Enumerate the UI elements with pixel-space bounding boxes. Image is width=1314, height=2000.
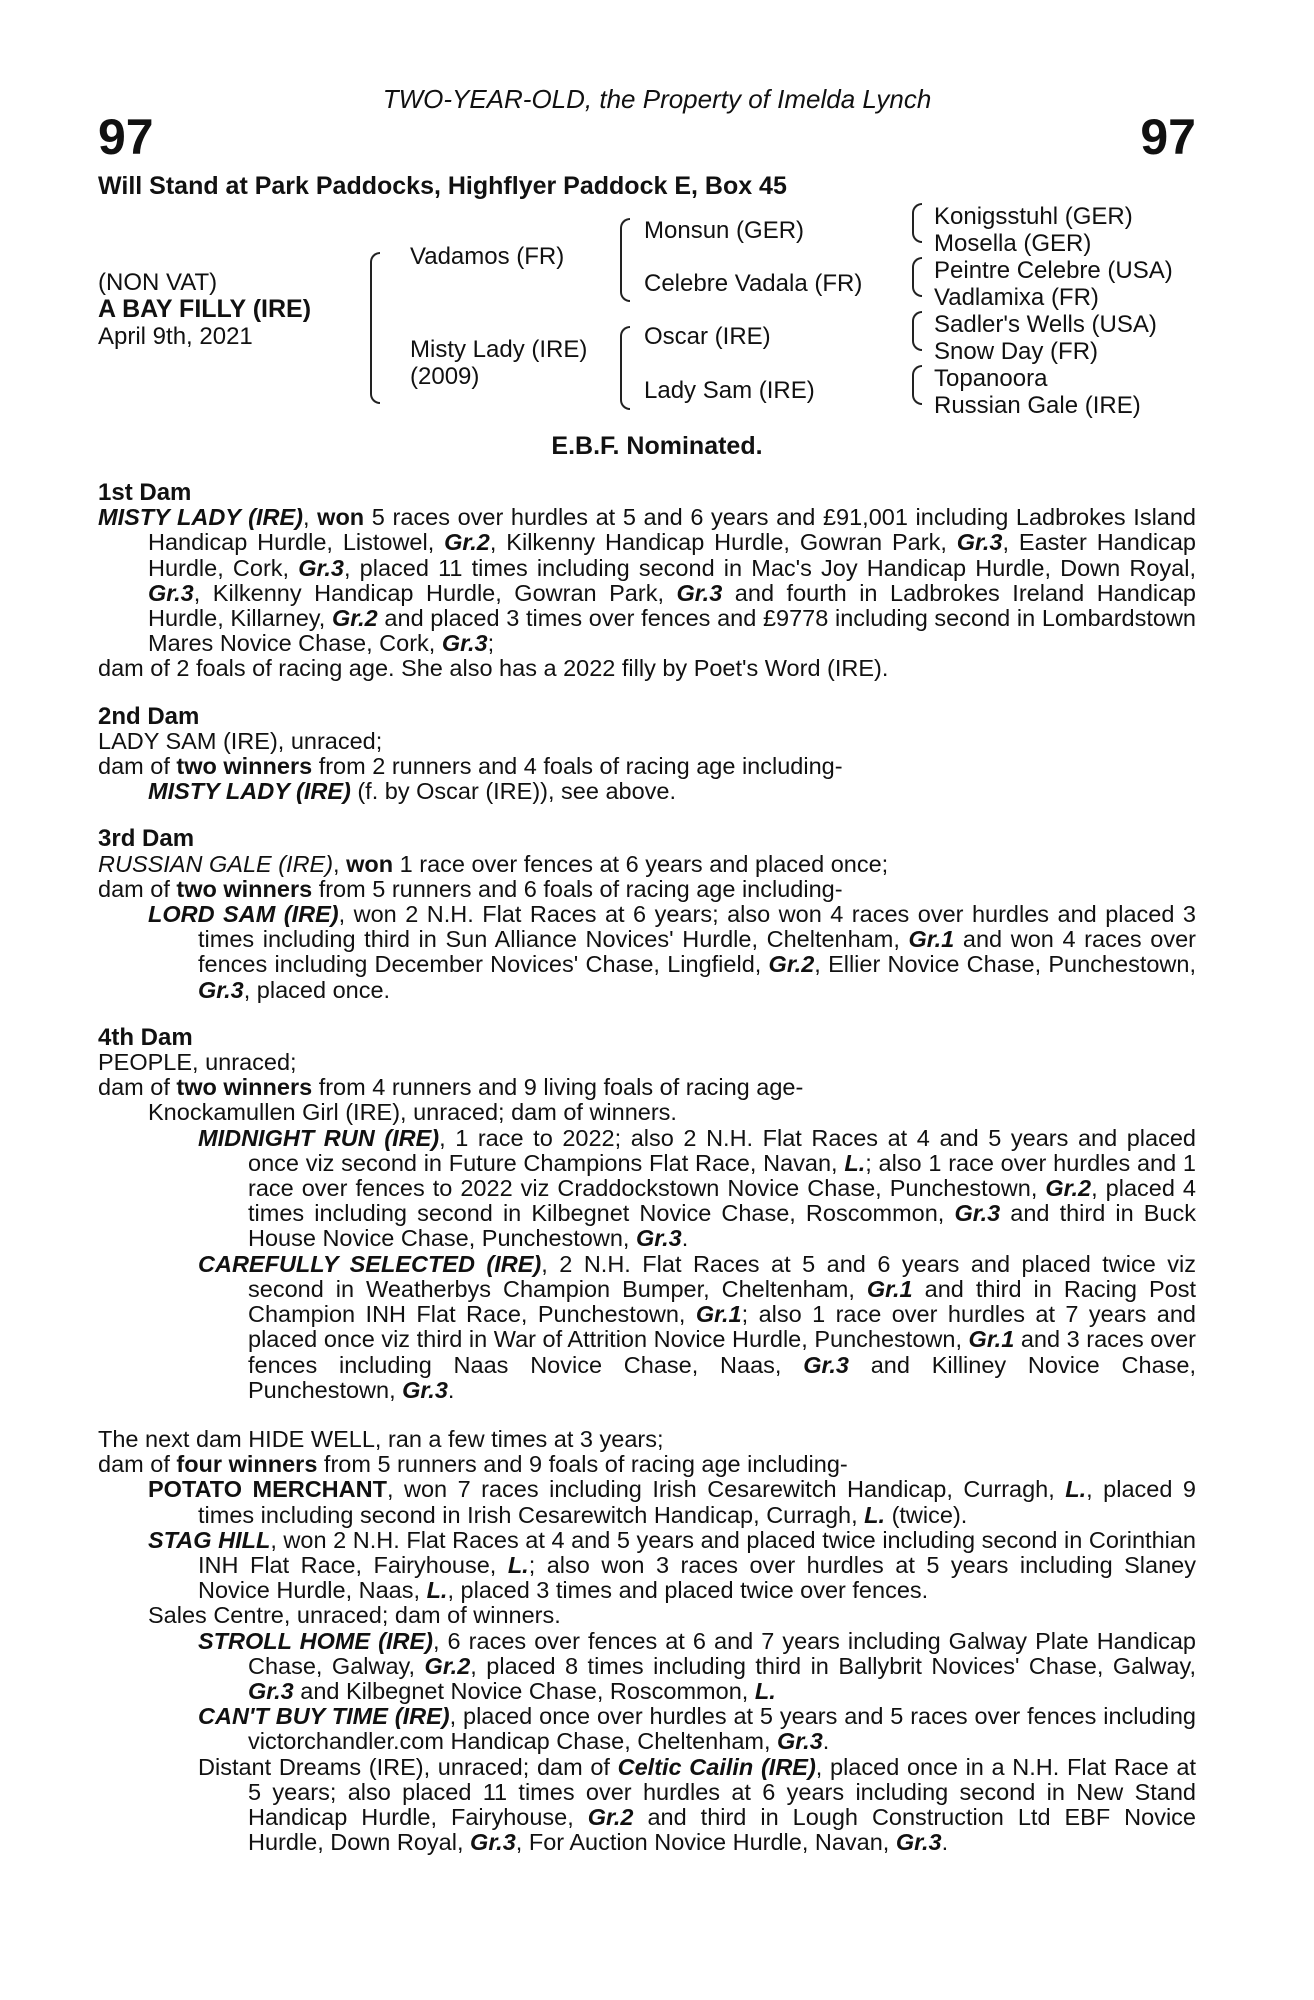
gg-3: Peintre Celebre (USA) <box>934 257 1173 284</box>
gg-4: Vadlamixa (FR) <box>934 284 1099 311</box>
lot-number-right: 97 <box>1140 109 1196 165</box>
brace-2b <box>620 326 630 410</box>
sire-dam: Celebre Vadala (FR) <box>644 270 863 297</box>
dam-sire: Oscar (IRE) <box>644 323 771 350</box>
fourth-dam-produce-2: CAREFULLY SELECTED (IRE), 2 N.H. Flat Races at 5 and 6 years and placed twice viz second in Weatherbys Champion Bumper, Cheltenham, Gr.1 and third in Racing Post Champion INH Flat Race, Punchestown, Gr.1; also 1 race over hurdles at 7 years and placed once viz third in War of Attrition Novice Hurdle, Punchestown, Gr.1 and 3 races over fences including Naas Novice Chase, Naas, Gr.3 and Killiney Novice Chase, Punchestown, Gr.3. <box>198 1250 1197 1403</box>
gg-1: Konigsstuhl (GER) <box>934 203 1133 230</box>
gg-2: Mosella (GER) <box>934 230 1092 257</box>
fourth-dam-text: PEOPLE, unraced; dam of two winners from 4 runners and 9 living foals of racing age- <box>98 1049 804 1101</box>
dam-dam: Lady Sam (IRE) <box>644 377 815 404</box>
dam: Misty Lady (IRE) <box>410 336 588 363</box>
vat-status: (NON VAT) <box>98 269 218 296</box>
brace-1 <box>370 252 380 404</box>
next-dam-produce-1: POTATO MERCHANT, won 7 races including Irish Cesarewitch Handicap, Curragh, L., placed 9 times including second in Irish Cesarewitch Handicap, Curragh, L. (twice). <box>148 1476 1196 1528</box>
fourth-dam-daughter: Knockamullen Girl (IRE), unraced; dam of winners. <box>148 1099 677 1126</box>
next-dam-produce-2: STAG HILL, won 2 N.H. Flat Races at 4 and 5 years and placed twice including second in Corinthian INH Flat Race, Fairyhouse, L.; also won 3 races over hurdles at 5 years including Slaney Novice Hurdle, Naas, L., placed 3 times and placed twice over fences. <box>148 1526 1196 1604</box>
second-dam-heading: 2nd Dam <box>98 702 200 730</box>
gg-8: Russian Gale (IRE) <box>934 392 1141 419</box>
second-dam-text: LADY SAM (IRE), unraced; dam of two winners from 2 runners and 4 foals of racing age including- <box>98 727 843 780</box>
lot-number-left: 97 <box>98 109 154 165</box>
catalogue-body <box>98 480 1196 1855</box>
sire: Vadamos (FR) <box>410 243 565 270</box>
fourth-dam-produce-1: MIDNIGHT RUN (IRE), 1 race to 2022; also 2 N.H. Flat Races at 4 and 5 years and placed once viz second in Future Champions Flat Race, Navan, L.; also 1 race over hurdles and 1 race over fences to 2022 viz Craddockstown Novice Chase, Punchestown, Gr.2, placed 4 times including second in Kilbegnet Novice Chase, Roscommon, Gr.3 and third in Buck House Novice Chase, Punchestown, Gr.3. <box>198 1124 1197 1252</box>
fourth-dam-heading: 4th Dam <box>98 1023 193 1051</box>
brace-3c <box>912 311 922 351</box>
lot-title: TWO-YEAR-OLD, the Property of Imelda Lynch <box>382 84 932 114</box>
spacer <box>98 1403 1196 1427</box>
stand-location: Will Stand at Park Paddocks, Highflyer Paddock E, Box 45 <box>98 172 787 200</box>
brace-3a <box>912 203 922 243</box>
next-dam-produce-5: Distant Dreams (IRE), unraced; dam of Celtic Cailin (IRE), placed once in a N.H. Flat Race at 5 years; also placed 11 times over hurdles at 6 years including second in New Stand Handicap Hurdle, Fairyhouse, Gr.2 and third in Lough Construction Ltd EBF Novice Hurdle, Down Royal, Gr.3, For Auction Novice Hurdle, Navan, Gr.3. <box>198 1753 1197 1856</box>
third-dam-text: RUSSIAN GALE (IRE), won 1 race over fences at 6 years and placed once; dam of two winners from 5 runners and 6 foals of racing age including- <box>98 850 889 902</box>
sire-sire: Monsun (GER) <box>644 217 805 244</box>
first-dam-text: MISTY LADY (IRE), won 5 races over hurdles at 5 and 6 years and £91,001 including Ladbrokes Island Handicap Hurdle, Listowel, Gr.2, Kilkenny Handicap Hurdle, Gowran Park, Gr.3, Easter Handicap Hurdle, Cork, Gr.3, placed 11 times including second in Mac's Joy Handicap Hurdle, Down Royal, Gr.3, Kilkenny Handicap Hurdle, Gowran Park, Gr.3 and fourth in Ladbrokes Ireland Handicap Hurdle, Killarney, Gr.2 and placed 3 times over fences and £9778 including second in Lombardstown Mares Novice Chase, Cork, Gr.3; <box>98 504 1196 657</box>
first-dam-heading: 1st Dam <box>98 479 192 506</box>
brace-3d <box>912 365 922 405</box>
gg-7: Topanoora <box>934 365 1048 392</box>
gg-6: Snow Day (FR) <box>934 338 1099 365</box>
first-dam-produce: dam of 2 foals of racing age. She also has a 2022 filly by Poet's Word (IRE). <box>98 655 889 682</box>
next-dam-produce-4: CAN'T BUY TIME (IRE), placed once over hurdles at 5 years and 5 races over fences including victorchandler.com Handicap Chase, Cheltenham, Gr.3. <box>198 1703 1196 1755</box>
horse-name: A BAY FILLY (IRE) <box>98 295 312 323</box>
foaling-date: April 9th, 2021 <box>98 323 253 350</box>
dam-year: (2009) <box>410 363 480 390</box>
gg-5: Sadler's Wells (USA) <box>934 311 1157 338</box>
brace-3b <box>912 257 922 297</box>
next-dam-produce-3: STROLL HOME (IRE), 6 races over fences at 6 and 7 years including Galway Plate Handicap Chase, Galway, Gr.2, placed 8 times including third in Ballybrit Novices' Chase, Galway, Gr.3 and Kilbegnet Novice Chase, Roscommon, L. <box>198 1627 1196 1704</box>
brace-2a <box>620 218 630 302</box>
third-dam-heading: 3rd Dam <box>98 825 195 853</box>
next-dam-text: The next dam HIDE WELL, ran a few times at 3 years; dam of four winners from 5 runners and 9 foals of racing age including- <box>98 1425 848 1478</box>
third-dam-produce: LORD SAM (IRE), won 2 N.H. Flat Races at 6 years; also won 4 races over hurdles and placed 3 times including third in Sun Alliance Novices' Hurdle, Cheltenham, Gr.1 and won 4 races over fences including December Novices' Chase, Lingfield, Gr.2, Ellier Novice Chase, Punchestown, Gr.3, placed once. <box>148 901 1196 1003</box>
second-dam-produce: MISTY LADY (IRE) (f. by Oscar (IRE)), see above. <box>148 778 677 805</box>
next-dam-daughter: Sales Centre, unraced; dam of winners. <box>148 1602 561 1629</box>
ebf-note: E.B.F. Nominated. <box>551 432 763 460</box>
